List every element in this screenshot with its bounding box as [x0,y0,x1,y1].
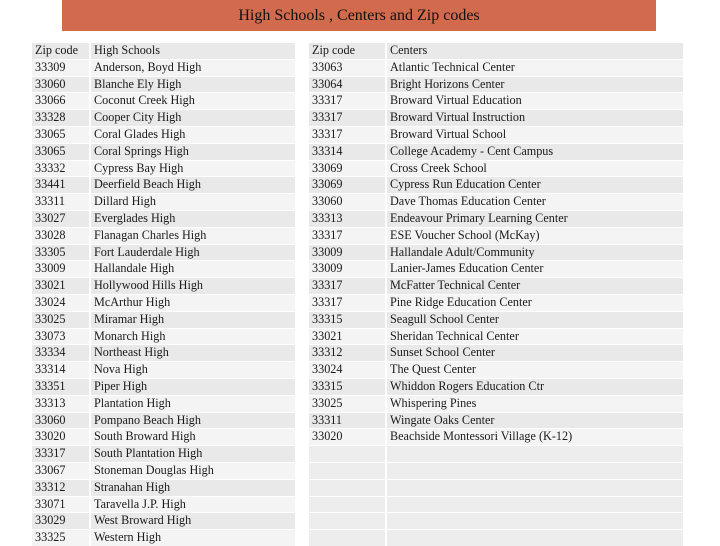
name-cell: Cypress Bay High [90,160,296,177]
empty-table-row [309,513,684,530]
empty-cell [386,479,684,496]
name-cell: Sunset School Center [386,345,684,362]
name-cell: McArthur High [90,294,296,311]
table-row [309,227,684,244]
table-row [32,126,296,143]
empty-cell [386,446,684,463]
name-cell: South Broward High [90,429,296,446]
zip-code-cell: 33334 [32,345,90,362]
zip-code-cell: 33351 [32,378,90,395]
table-row [32,462,296,479]
name-cell: West Broward High [90,513,296,530]
table-row [32,429,296,446]
table-row [309,110,684,127]
zip-code-cell: 33009 [309,244,386,261]
table-row [32,278,296,295]
table-row [309,261,684,278]
table-row [32,496,296,513]
zip-code-cell: 33027 [32,210,90,227]
table-row [309,244,684,261]
zip-code-cell: 33315 [309,378,386,395]
table-row [32,311,296,328]
empty-cell [309,462,386,479]
table-row [32,194,296,211]
empty-cell [309,496,386,513]
zip-code-cell: 33314 [309,143,386,160]
name-cell: Plantation High [90,395,296,412]
name-cell: Hallandale Adult/Community [386,244,684,261]
zip-code-cell: 33009 [309,261,386,278]
empty-table-row [309,462,684,479]
zip-code-cell: 33332 [32,160,90,177]
zip-code-cell: 33020 [309,429,386,446]
table-row [309,126,684,143]
page-title-bar [62,0,656,31]
table-row [32,328,296,345]
table-row [32,446,296,463]
table-row [309,93,684,110]
name-cell: Sheridan Technical Center [386,328,684,345]
zip-code-cell: 33317 [309,227,386,244]
name-cell: Flanagan Charles High [90,227,296,244]
zip-code-cell: 33024 [32,294,90,311]
zip-code-cell: 33305 [32,244,90,261]
zip-code-cell: 33071 [32,496,90,513]
table-row [309,429,684,446]
table-row [32,261,296,278]
high-schools-table [32,42,297,546]
name-cell: Monarch High [90,328,296,345]
name-cell: South Plantation High [90,446,296,463]
name-cell: Blanche Ely High [90,76,296,93]
name-cell: Piper High [90,378,296,395]
zip-code-cell: 33028 [32,227,90,244]
name-cell: Hollywood Hills High [90,278,296,295]
zip-code-cell: 33315 [309,311,386,328]
zip-code-cell: 33073 [32,328,90,345]
name-cell: Lanier-James Education Center [386,261,684,278]
table-row [32,412,296,429]
name-cell: Pine Ridge Education Center [386,294,684,311]
zip-code-cell: 33021 [309,328,386,345]
empty-cell [386,513,684,530]
table-row [32,143,296,160]
name-cell: Coral Glades High [90,126,296,143]
zip-code-cell: 33060 [309,194,386,211]
name-cell: Hallandale High [90,261,296,278]
empty-table-row [309,530,684,546]
zip-code-cell: 33317 [309,93,386,110]
name-cell: Wingate Oaks Center [386,412,684,429]
table-row [309,362,684,379]
table-row [32,110,296,127]
zip-code-cell: 33025 [309,395,386,412]
table-row [32,378,296,395]
name-cell: Nova High [90,362,296,379]
name-cell: Beachside Montessori Village (K-12) [386,429,684,446]
table-row [309,76,684,93]
name-cell: Northeast High [90,345,296,362]
zip-code-cell: 33063 [309,59,386,76]
table-row [32,479,296,496]
table-row [32,93,296,110]
name-header: Centers [386,43,684,60]
empty-table-row [309,479,684,496]
name-cell: Coconut Creek High [90,93,296,110]
table-row [32,160,296,177]
name-cell: Seagull School Center [386,311,684,328]
name-cell: Everglades High [90,210,296,227]
zip-code-cell: 33314 [32,362,90,379]
empty-cell [386,462,684,479]
zip-code-cell: 33069 [309,177,386,194]
zip-code-cell: 33312 [309,345,386,362]
zip-code-cell: 33311 [32,194,90,211]
name-cell: Bright Horizons Center [386,76,684,93]
name-cell: Pompano Beach High [90,412,296,429]
zip-code-cell: 33317 [309,126,386,143]
zip-code-cell: 33317 [309,278,386,295]
empty-cell [309,479,386,496]
table-row [309,160,684,177]
zip-code-cell: 33060 [32,412,90,429]
zip-code-cell: 33069 [309,160,386,177]
table-row [309,328,684,345]
name-cell: Dave Thomas Education Center [386,194,684,211]
zip-code-cell: 33065 [32,126,90,143]
name-cell: Broward Virtual Instruction [386,110,684,127]
table-header-row [309,43,684,60]
name-cell: Taravella J.P. High [90,496,296,513]
table-row [32,395,296,412]
zip-code-cell: 33065 [32,143,90,160]
name-cell: Western High [90,530,296,546]
zip-code-cell: 33024 [309,362,386,379]
table-row [309,378,684,395]
zip-code-header: Zip code [309,43,386,60]
empty-cell [309,513,386,530]
table-row [32,530,296,546]
zip-code-header: Zip code [32,43,90,60]
zip-code-cell: 33312 [32,479,90,496]
zip-code-cell: 33020 [32,429,90,446]
table-row [309,177,684,194]
table-row [309,395,684,412]
name-cell: Atlantic Technical Center [386,59,684,76]
table-row [32,513,296,530]
name-cell: Miramar High [90,311,296,328]
table-row [309,210,684,227]
table-row [309,345,684,362]
name-cell: Deerfield Beach High [90,177,296,194]
zip-code-cell: 33313 [32,395,90,412]
zip-code-cell: 33317 [32,446,90,463]
table-row [32,244,296,261]
zip-code-cell: 33021 [32,278,90,295]
table-row [309,412,684,429]
name-cell: Cooper City High [90,110,296,127]
table-row [309,278,684,295]
zip-code-cell: 33029 [32,513,90,530]
table-row [32,76,296,93]
zip-code-cell: 33325 [32,530,90,546]
zip-code-cell: 33309 [32,59,90,76]
table-row [309,194,684,211]
zip-code-cell: 33025 [32,311,90,328]
empty-cell [386,496,684,513]
zip-code-cell: 33311 [309,412,386,429]
table-row [32,294,296,311]
name-cell: Stranahan High [90,479,296,496]
name-cell: Anderson, Boyd High [90,59,296,76]
table-row [32,345,296,362]
name-cell: Broward Virtual Education [386,93,684,110]
table-row [32,59,296,76]
name-cell: Stoneman Douglas High [90,462,296,479]
empty-table-row [309,446,684,463]
name-cell: The Quest Center [386,362,684,379]
zip-code-cell: 33009 [32,261,90,278]
empty-cell [309,446,386,463]
empty-table-row [309,496,684,513]
table-row [309,143,684,160]
table-row [309,59,684,76]
name-cell: Endeavour Primary Learning Center [386,210,684,227]
zip-code-cell: 33328 [32,110,90,127]
name-cell: College Academy - Cent Campus [386,143,684,160]
zip-code-cell: 33441 [32,177,90,194]
name-cell: Whiddon Rogers Education Ctr [386,378,684,395]
zip-code-cell: 33064 [309,76,386,93]
name-cell: McFatter Technical Center [386,278,684,295]
empty-cell [386,530,684,546]
zip-code-cell: 33313 [309,210,386,227]
table-row [309,311,684,328]
name-cell: Cross Creek School [386,160,684,177]
zip-code-cell: 33066 [32,93,90,110]
zip-code-cell: 33060 [32,76,90,93]
table-row [32,362,296,379]
name-cell: ESE Voucher School (McKay) [386,227,684,244]
table-row [32,227,296,244]
name-cell: Cypress Run Education Center [386,177,684,194]
name-cell: Broward Virtual School [386,126,684,143]
empty-cell [309,530,386,546]
name-header: High Schools [90,43,296,60]
name-cell: Dillard High [90,194,296,211]
table-header-row [32,43,296,60]
centers-table [309,42,685,546]
name-cell: Fort Lauderdale High [90,244,296,261]
zip-code-cell: 33317 [309,110,386,127]
zip-code-cell: 33317 [309,294,386,311]
name-cell: Whispering Pines [386,395,684,412]
zip-code-cell: 33067 [32,462,90,479]
table-row [309,294,684,311]
name-cell: Coral Springs High [90,143,296,160]
table-row [32,177,296,194]
table-row [32,210,296,227]
page-title: High Schools , Centers and Zip codes [238,6,480,24]
